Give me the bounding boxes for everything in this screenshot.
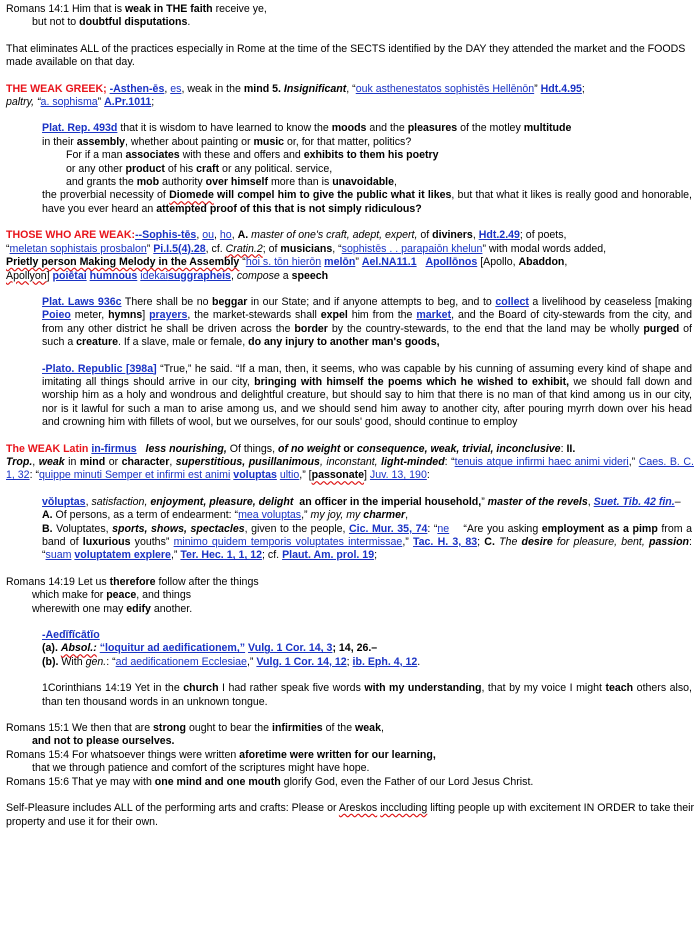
voluptas-link[interactable]: vŏluptas — [42, 495, 86, 508]
plat-rep-493d-block: Plat. Rep. 493d that it is wisdom to have learned to know the moods and the pleasures of the motley multitude in their assembly, whether about painting or music or, for that matter, politics? For if a man associates with these and offers and exhibits to them his poetry or any other product of his craft or any political. service, and grants the mob authority over himself more than is unavoidable, the proverbial necessity of Diomede will compel him to give the public what it likes, but that what it likes is really good and honorable, have you ever heard an attempted proof of this that is not simply ridiculous? — [42, 122, 693, 215]
aedificatio-link[interactable]: -Aedĭfĭcātĭo — [42, 629, 100, 642]
romans-15-4: Romans 15:4 For whatsoever things were written aforetime were written for our learning, — [6, 748, 436, 761]
those-who-are-weak-entry: THOSE WHO ARE WEAK:--Sophis-tēs, ou, ho, A. master of one's craft, adept, expert, of diviners, Hdt.2.49; of poets, “meletan sophistais prosbalon” Pi.I.5(4).28, cf. Cratin.2; of musicians, “sophistēs . . parapaiōn khelun” with modal words added, Prietly person Making Melody in the Assembly “hoi s. tōn hierōn melōn” Ael.NA11.1 Apollōnos [Apollo, Abaddon, Apollyon] poiētai humnous idekaisuggrapheis, compose a speech — [6, 229, 607, 282]
romans-14-1: Romans 14:1 Him that is weak in THE faith receive ye, — [6, 3, 267, 15]
romans-14-1-cont: but not to doubtful disputations. — [32, 16, 191, 29]
plat-rep-493d-link[interactable]: Plat. Rep. 493d — [42, 122, 118, 135]
plato-republic-398a-link[interactable]: -Plato. Republic [398a] — [42, 362, 157, 375]
asthenes-link[interactable]: -Asthen-ēs — [109, 82, 165, 95]
romans-15-1: Romans 15:1 We then that are strong ought to bear the infirmities of the weak, — [6, 722, 384, 735]
plat-laws-936c-block: Plat. Laws 936c There shall be no beggar in our State; and if anyone attempts to beg, and to collect a livelihood by ceaseless [making Poieo meter, hymns] prayers, the market-stewards shall expel him from the market, and the Board of city-stewards from the city, and from any other district he shall be driven across the border by the country-stewards, to the end that the land may be wholly purged of such a creature. If a slave, male or female, do any injury to another man's goods, — [42, 295, 693, 349]
sophistes-link[interactable]: --Sophis-tēs — [135, 229, 197, 242]
document-page: Romans 14:1 Him that is weak in THE faith receive ye, but not to doubtful disputations. That eliminates ALL of the practices especially in Rome at the time of the SECTS identified by the DAY they attended the market and the FOODS made available on that day. THE WEAK GREEK; -Asthen-ēs, es, weak in the mind 5. Insignificant, “ouk asthenestatos sophistēs Hellēnōn” Hdt.4.95; paltry, “a. sophisma” A.Pr.1011; Plat. Rep. 493d that it is wisdom to have learned to know the moods and the pleasures of the motley multitude in their assembly, whether about painting or music or, for that matter, politics? For if a man associates with these and offers and exhibits to them his poetry or any other product of his craft or any political. service, and grants the mob authority over himself more than is unavoidable, the proverbial necessity of Diomede will compel him to give the public what it likes, but that what it likes is really good and honorable, have you ever heard an attempted proof of this that is not simply ridiculous? THOSE WHO ARE WEAK:--Sophis-tēs, ou, ho, A. master of one's craft, adept, expert, of diviners, Hdt.2.49; of poets, “meletan sophistais prosbalon” Pi.I.5(4).28, cf. Cratin.2; of musicians, “sophistēs . . parapaiōn khelun” with modal words added, Prietly person Making Melody in the Assembly “hoi s. tōn hierōn melōn” Ael.NA11.1 Apollōnos [Apollo, Abaddon, Apollyon] poiētai humnous idekaisuggrapheis, compose a speech Plat. Laws 936c There shall be no beggar in our State; and if anyone attempts to beg, and to collect a livelihood by ceaseless [making Poieo meter, hymns] prayers, the market-stewards shall expel him from the market, and the Board of city-stewards from the city, and from any other district he shall be driven across the border by the country-stewards, to the end that the land may be wholly purged of such a creature. If a slave, male or female, do any injury to another man's goods, -Plato. Republic [398a] “True,” he said. “If a man, then, it seems, who was capable by his cunning of assuming every kind of shape and imitating all things should arrive in our city, bringing with himself the poems which he wished to exhibit, we should fall down and worship him as a holy and wondrous and delightful creature, but should say to him that there is no man of that kind among us in our city, nor is it lawful for such a man to arise among us, and we should send him away to another city, after pouring myrrh down over his head and crowning him with fillets of wool, but we ourselves, for our souls' good, should continue to employ The WEAK Latin in-firmus less nourishing, Of things, of no weight or consequence, weak, trivial, inconclusive: II. Trop., weak in mind or character, superstitious, pusillanimous, inconstant, light-minded: “tenuis atque infirmi haec animi videri,” Caes. B. C. 1, 32: “quippe minuti Semper et infirmi est animi voluptas ultio,” [passonate] Juv. 13, 190: vŏluptas, satisfaction, enjoyment, pleasure, delight an officer in the imperial household,” master of the revels, Suet. Tib. 42 fin.– A. Of persons, as a term of endearment: “mea voluptas,” my joy, my charmer, B. Voluptates, sports, shows, spectacles, given to the people, Cic. Mur. 35, 74: “ne “Are you asking employment as a pimp from a band of luxurious youths” minimo quidem temporis voluptates intermissae,” Tac. H. 3, 83; C. The desire for pleasure, bent, passion: “suam voluptatem explere,” Ter. Hec. 1, 1, 12; cf. Plaut. Am. prol. 19; Romans 14:19 Let us therefore follow after the things which make for peace, and things wherewith one may edify another. -Aedĭfĭcātĭo (a). Absol.: “loquitur ad aedificationem,” Vulg. 1 Cor. 14, 3; 14, 26.– (b). With gen.: “ad aedificationem Ecclesiae,” Vulg. 1 Cor. 14, 12; ib. Eph. 4, 12. 1Corinthians 14:19 Yet in the church I had rather speak five words with my understanding, that by my voice I might teach others also, than ten thousand words in an unknown tongue. Romans 15:1 We then that are strong ought to bear the infirmities of the weak, and not to please ourselves. Romans 15:4 For whatsoever things were written aforetime were written for our learning, that we through patience and comfort of the scriptures might have hope. Romans 15:6 That ye may with one mind and one mouth glorify God, even the Father of our Lord Jesus Christ. Self-Pleasure includes ALL of the performing arts and crafts: Please or Areskos inccluding lifting people up with excitement IN ORDER to take their property and use it for their own. — [6, 3, 694, 828]
eliminates-paragraph: That eliminates ALL of the practices especially in Rome at the time of the SECTS identified by the DAY they attended the market and the FOODS made available on that day. — [6, 42, 686, 69]
plat-laws-936c-link[interactable]: Plat. Laws 936c — [42, 295, 122, 308]
corinthians-14-19-block: 1Corinthians 14:19 Yet in the church I had rather speak five words with my understanding, that by my voice I might teach others also, than ten thousand words in an unknown tongue. — [42, 682, 692, 708]
voluptas-block: vŏluptas, satisfaction, enjoyment, pleasure, delight an officer in the imperial household,” master of the revels, Suet. Tib. 42 fin.– A. Of persons, as a term of endearment: “mea voluptas,” my joy, my charmer, B. Voluptates, sports, shows, spectacles, given to the people, Cic. Mur. 35, 74: “ne “Are you asking employment as a pimp from a band of luxurious youths” minimo quidem temporis voluptates intermissae,” Tac. H. 3, 83; C. The desire for pleasure, bent, passion: “suam voluptatem explere,” Ter. Hec. 1, 1, 12; cf. Plaut. Am. prol. 19; — [42, 495, 692, 562]
self-pleasure-paragraph: Self-Pleasure includes ALL of the performing arts and crafts: Please or Areskos inccluding lifting people up with excitement IN ORDER to take their property and use it for their own. — [6, 802, 694, 828]
plato-republic-398a-block: -Plato. Republic [398a] “True,” he said. “If a man, then, it seems, who was capable by his cunning of assuming every kind of shape and imitating all things should arrive in our city, bringing with himself the poems which he wished to exhibit, we should fall down and worship him as a holy and wondrous and delightful creature, but should say to him that there is no man of that kind among us in our city, nor is it lawful for such a man to arise among us, and we should send him away to another city, after pouring myrrh down over his head and crowning him with fillets of wool, but we ourselves, for our souls' good, should continue to employ — [42, 362, 692, 429]
romans-14-19: Romans 14:19 Let us therefore follow after the things — [6, 575, 259, 588]
weak-latin-entry: The WEAK Latin in-firmus less nourishing, Of things, of no weight or consequence, weak, trivial, inconclusive: II. Trop., weak in mind or character, superstitious, pusillanimous, inconstant, light-minded: “tenuis atque infirmi haec animi videri,” Caes. B. C. 1, 32: “quippe minuti Semper et infirmi est animi voluptas ultio,” [passonate] Juv. 13, 190: — [6, 442, 694, 482]
aedificatio-block: -Aedĭfĭcātĭo (a). Absol.: “loquitur ad aedificationem,” Vulg. 1 Cor. 14, 3; 14, 26.– (b). With gen.: “ad aedificationem Ecclesiae,” Vulg. 1 Cor. 14, 12; ib. Eph. 4, 12. — [42, 629, 421, 668]
infirmus-link[interactable]: in-firmus — [91, 442, 137, 455]
romans-15-6: Romans 15:6 That ye may with one mind and one mouth glorify God, even the Father of our Lord Jesus Christ. — [6, 775, 534, 788]
weak-greek-entry: THE WEAK GREEK; -Asthen-ēs, es, weak in the mind 5. Insignificant, “ouk asthenestatos sophistēs Hellēnōn” Hdt.4.95; paltry, “a. sophisma” A.Pr.1011; — [6, 82, 585, 109]
